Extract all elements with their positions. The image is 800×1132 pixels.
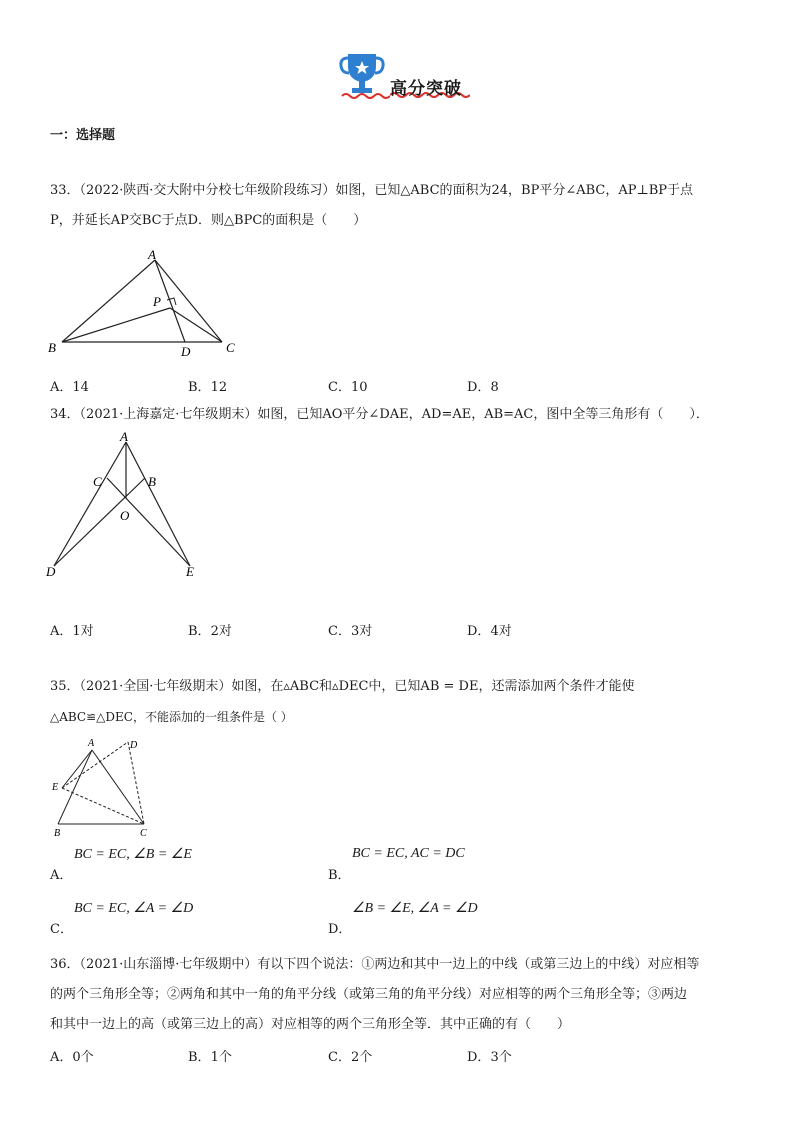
q34-label-E: E [186, 564, 194, 579]
q35-figure [40, 734, 180, 844]
q35-label-B: B [54, 828, 61, 839]
q33-label-A: A [148, 247, 156, 262]
q35-option-c[interactable]: C． BC = EC, ∠A = ∠D [50, 901, 194, 937]
q34-figure [40, 428, 220, 583]
q36-option-c[interactable]: C．2个 [328, 1050, 373, 1065]
q33-label-C: C [226, 340, 235, 355]
q33-option-c[interactable]: C．10 [328, 380, 368, 395]
q35-line1: 35．（2021·全国·七年级期末）如图，在▵ABC和▵DEC中，已知AB = DE，还需添加两个条件才能使 [50, 679, 635, 694]
q34-line1: 34．（2021·上海嘉定·七年级期末）如图，已知AO平分∠DAE，AD=AE，AB=AC，图中全等三角形有（ ）． [50, 407, 709, 422]
q34-line-AD [54, 442, 126, 566]
q36-line1: 36．（2021·山东淄博·七年级期中）有以下四个说法：①两边和其中一边上的中线（或第三边上的中线）对应相等 [50, 957, 700, 972]
q34-line-AE [126, 442, 190, 566]
q35-option-d[interactable]: D． ∠B = ∠E, ∠A = ∠D [328, 901, 478, 937]
page-title: 高分突破 [390, 79, 462, 99]
q35-label-E: E [52, 782, 59, 793]
q33-option-a[interactable]: A．14 [50, 380, 89, 395]
q33-line-AB [62, 260, 155, 342]
q33-line-AC [155, 260, 222, 342]
q35-option-a[interactable]: A． BC = EC, ∠B = ∠E [50, 847, 192, 883]
q36-line3: 和其中一边上的高（或第三边上的高）对应相等的两个三角形全等．其中正确的有（ ） [50, 1017, 571, 1032]
q36-line2: 的两个三角形全等；②两角和其中一角的角平分线（或第三角的角平分线）对应相等的两个三角形全等；③两边 [50, 987, 688, 1002]
q35-label-A: A [88, 738, 95, 749]
q36-option-b[interactable]: B．1个 [188, 1050, 232, 1065]
q33-line1: 33．（2022·陕西·交大附中分校七年级阶段练习）如图，已知△ABC的面积为24，BP平分∠ABC，AP⊥BP于点 [50, 183, 694, 198]
q35-line2: △ABC≌△DEC，不能添加的一组条件是（ ） [50, 710, 293, 724]
q33-label-D: D [181, 344, 191, 359]
q35-label-D: D [130, 740, 138, 751]
q33-line2: P，并延长AP交BC于点D．则△BPC的面积是（ ） [50, 213, 367, 228]
q34-label-B: B [148, 474, 156, 489]
q35-line-DC [128, 742, 144, 824]
q33-figure [40, 244, 260, 364]
q34-option-b[interactable]: B．2对 [188, 624, 232, 639]
q33-option-b[interactable]: B．12 [188, 380, 228, 395]
q33-line-BP [62, 308, 170, 342]
q35-line-ED [62, 742, 128, 788]
q34-option-c[interactable]: C．3对 [328, 624, 373, 639]
q34-label-O: O [120, 508, 130, 523]
q33-label-P: P [153, 294, 161, 309]
q34-label-D: D [46, 564, 56, 579]
q34-line-BD [54, 478, 145, 566]
q35-option-b[interactable]: B． BC = EC, AC = DC [328, 846, 465, 883]
q34-option-d[interactable]: D．4对 [467, 624, 512, 639]
q33-option-d[interactable]: D．8 [467, 380, 499, 395]
q35-label-C: C [140, 828, 147, 839]
trophy-icon [336, 48, 390, 100]
q36-option-a[interactable]: A．0个 [50, 1050, 94, 1065]
q34-option-a[interactable]: A．1对 [50, 624, 94, 639]
section-title: 一：选择题 [50, 128, 116, 143]
q33-label-B: B [48, 340, 56, 355]
q34-label-C: C [93, 474, 102, 489]
page-header [336, 48, 476, 100]
q34-label-A: A [120, 429, 128, 444]
q36-option-d[interactable]: D．3个 [467, 1050, 512, 1065]
q33-line-PC [170, 308, 222, 342]
